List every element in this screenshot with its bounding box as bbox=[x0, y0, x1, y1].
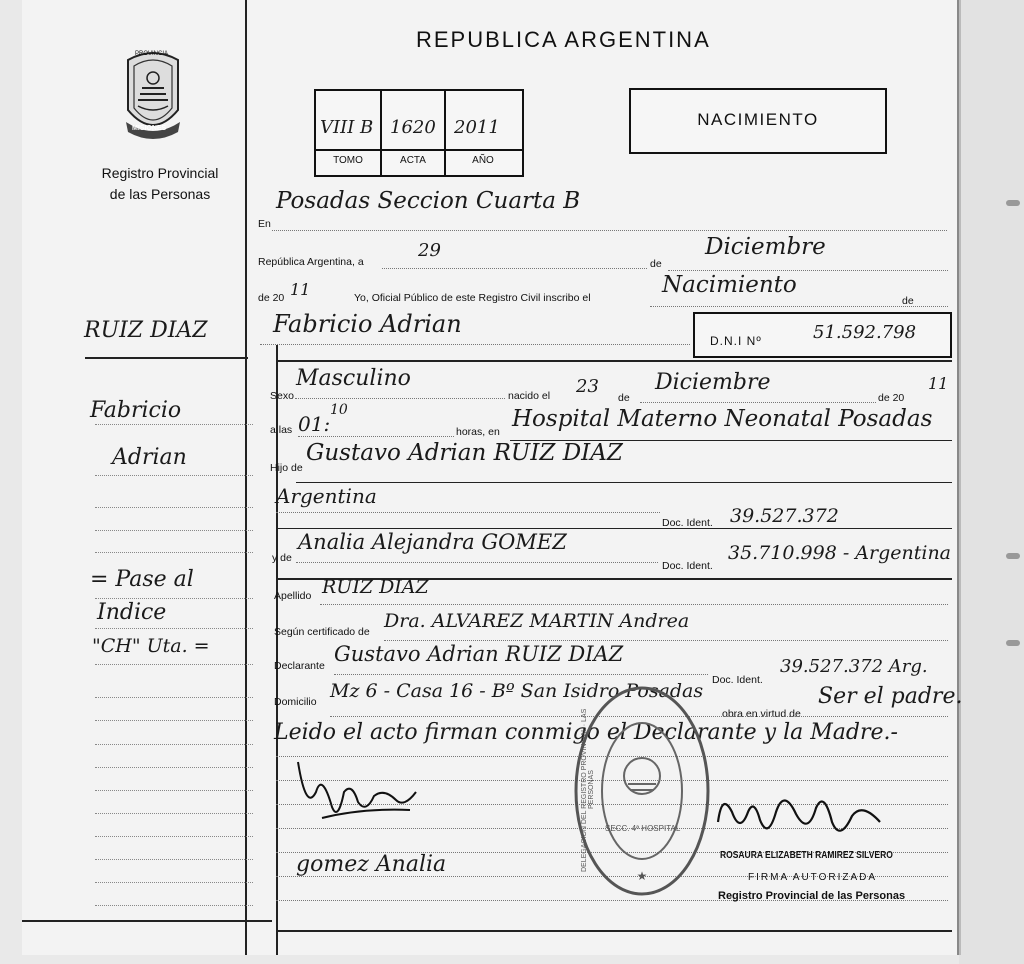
child-of-label: Hijo de bbox=[270, 462, 303, 474]
margin-column-line bbox=[245, 0, 247, 955]
sex-value: Masculino bbox=[296, 366, 411, 391]
address-value: Mz 6 - Casa 16 - Bº San Isidro Posadas bbox=[330, 680, 704, 702]
declarant-value: Gustavo Adrian RUIZ DIAZ bbox=[334, 642, 624, 666]
born-year-prefix: de 20 bbox=[878, 392, 905, 404]
mother-name: Analia Alejandra GOMEZ bbox=[298, 530, 567, 554]
doc-label: Doc. Ident. bbox=[662, 560, 713, 572]
born-label: nacido el bbox=[508, 390, 551, 402]
mother-doc: 35.710.998 - Argentina bbox=[728, 542, 952, 564]
born-day: 23 bbox=[576, 376, 599, 397]
tomo-value: VIII B bbox=[320, 117, 374, 138]
de-label: de bbox=[902, 295, 914, 307]
acta-label: ACTA bbox=[400, 155, 426, 166]
hours-in-label: horas, en bbox=[456, 426, 500, 438]
seal-top-text: PROVINCIA bbox=[135, 51, 169, 57]
by-virtue-value: Ser el padre. bbox=[818, 684, 963, 709]
dni-value: 51.592.798 bbox=[813, 322, 917, 343]
mother-signature: gomez Analia bbox=[296, 852, 447, 877]
father-nationality: Argentina bbox=[276, 484, 377, 508]
binder-ring bbox=[1006, 640, 1020, 646]
margin-given-name-1: Fabricio bbox=[90, 398, 182, 423]
year-value: 11 bbox=[290, 280, 311, 299]
by-virtue-label: obra en virtud de bbox=[722, 708, 801, 720]
declarant-signature bbox=[292, 752, 422, 832]
acta-value: 1620 bbox=[390, 117, 436, 138]
form-column-line bbox=[276, 345, 278, 955]
provincial-seal bbox=[118, 48, 188, 144]
time-minutes: 10 bbox=[330, 402, 348, 418]
registry-name-line2: de las Personas bbox=[109, 186, 211, 202]
svg-text:★: ★ bbox=[636, 869, 648, 883]
declarant-doc: 39.527.372 Arg. bbox=[780, 656, 928, 677]
act-value: Nacimiento bbox=[662, 272, 797, 298]
certificate-value: Dra. ALVAREZ MARTIN Andrea bbox=[384, 610, 690, 632]
stamp-ring-text: DELEGACION DEL REGISTRO PROVINCIAL · LAS PERSONAS bbox=[581, 708, 595, 872]
official-stamp bbox=[573, 684, 711, 898]
mother-label: y de bbox=[272, 552, 292, 564]
dni-label: D.N.I Nº bbox=[710, 334, 762, 348]
margin-given-name-2: Adrian bbox=[112, 445, 187, 470]
record-type-box bbox=[629, 88, 887, 154]
born-year: 11 bbox=[928, 374, 949, 393]
father-doc: 39.527.372 bbox=[730, 505, 839, 527]
born-month: Diciembre bbox=[655, 370, 771, 395]
record-id-table bbox=[314, 89, 524, 177]
time-label: a las bbox=[270, 424, 293, 436]
country-label: República Argentina, a bbox=[258, 256, 364, 268]
binder-ring bbox=[1006, 200, 1020, 206]
place-value: Posadas Seccion Cuarta B bbox=[276, 188, 581, 214]
year-prefix: de 20 bbox=[258, 292, 285, 304]
surname-label: Apellido bbox=[274, 590, 312, 602]
de-label: de bbox=[650, 258, 662, 270]
margin-note-line1: = Pase al bbox=[90, 567, 194, 592]
margin-note-line3: "CH" Uta. = bbox=[92, 635, 210, 657]
country-heading: REPUBLICA ARGENTINA bbox=[416, 27, 711, 52]
month-value: Diciembre bbox=[705, 234, 826, 260]
read-statement: Leido el acto firman conmigo el Declarante y la Madre.- bbox=[274, 720, 898, 745]
binder-ring bbox=[1006, 553, 1020, 559]
de-label: de bbox=[618, 392, 630, 404]
name-value: Fabricio Adrian bbox=[273, 310, 462, 338]
day-value: 29 bbox=[418, 240, 441, 261]
official-signature bbox=[712, 782, 892, 848]
ano-value: 2011 bbox=[454, 117, 500, 138]
birthplace-value: Hospital Materno Neonatal Posadas bbox=[512, 406, 933, 432]
ano-label: AÑO bbox=[472, 155, 494, 166]
seal-bottom-text: MISIONES bbox=[132, 125, 167, 132]
margin-surname: RUIZ DIAZ bbox=[84, 318, 208, 343]
stamp-center-text: SECC. 4ª HOSPITAL bbox=[605, 824, 681, 833]
official-name: ROSAURA ELIZABETH RAMIREZ SILVERO bbox=[720, 850, 893, 861]
facing-page-edge bbox=[959, 0, 1024, 964]
official-registry: Registro Provincial de las Personas bbox=[718, 890, 906, 902]
declarant-label: Declarante bbox=[274, 660, 325, 672]
doc-label: Doc. Ident. bbox=[712, 674, 763, 686]
surname-value: RUIZ DIAZ bbox=[322, 576, 429, 598]
official-text: Yo, Oficial Público de este Registro Civil inscribo el bbox=[354, 292, 591, 304]
registry-name-line1: Registro Provincial bbox=[101, 165, 219, 181]
place-label: En bbox=[258, 218, 271, 230]
margin-note-line2: Indice bbox=[97, 600, 167, 625]
time-hour: 01: bbox=[298, 412, 331, 436]
doc-label: Doc. Ident. bbox=[662, 517, 713, 529]
certificate-label: Según certificado de bbox=[274, 626, 370, 638]
dni-box bbox=[693, 312, 952, 358]
address-label: Domicilio bbox=[274, 696, 317, 708]
sex-label: Sexo bbox=[270, 390, 294, 402]
official-role: FIRMA AUTORIZADA bbox=[748, 872, 878, 883]
record-type-label: NACIMIENTO bbox=[697, 110, 819, 129]
father-name: Gustavo Adrian RUIZ DIAZ bbox=[306, 440, 623, 466]
tomo-label: TOMO bbox=[333, 155, 363, 166]
